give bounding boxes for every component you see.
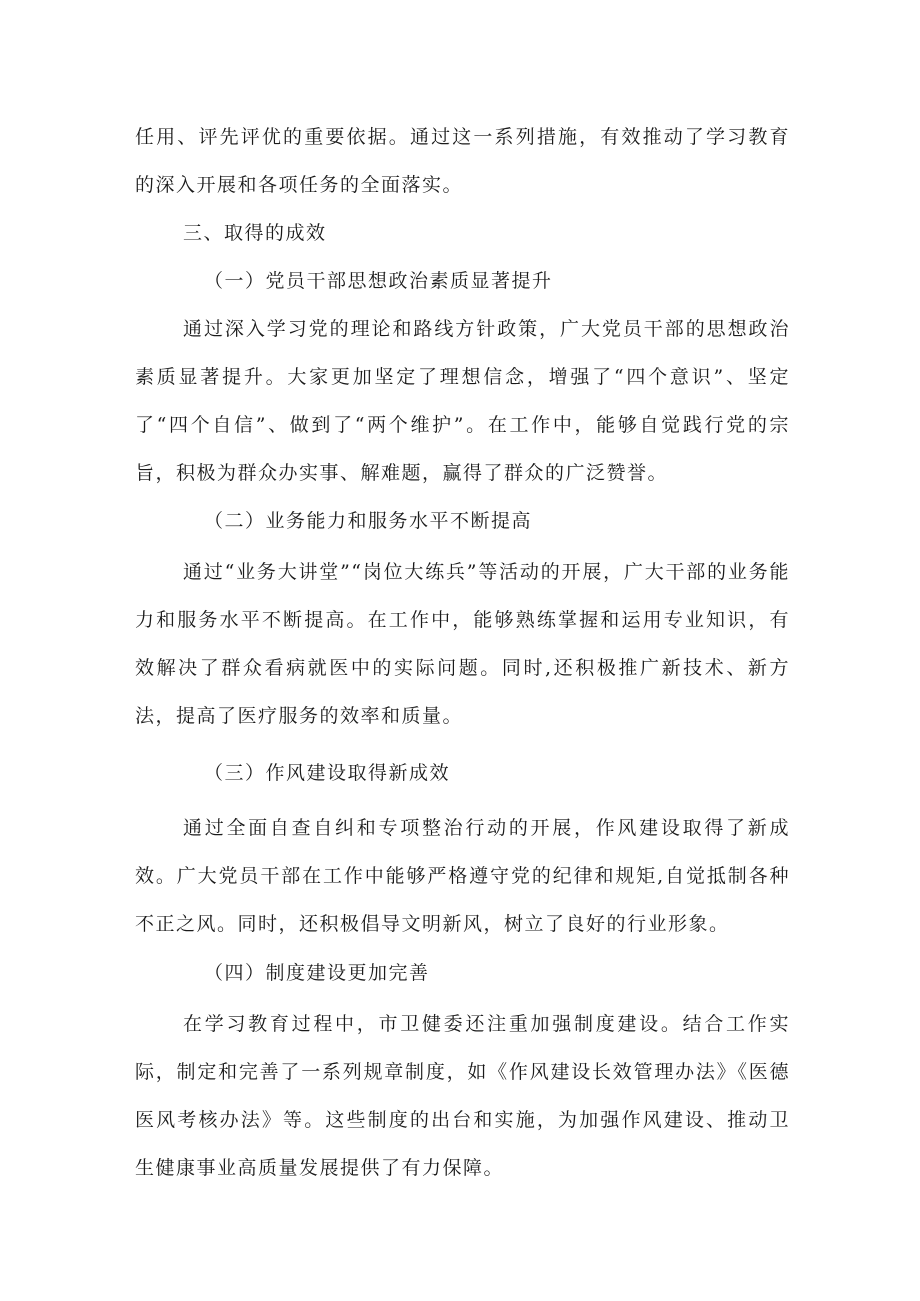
subsection-body-4: 在学习教育过程中，市卫健委还注重加强制度建设。结合工作实际，制定和完善了一系列规章制度，如《作风建设长效管理办法》《医德医风考核办法》等。这些制度的出台和实施，为加强作风建设、推动卫生健康事业高质量发展提供了有力保障。	[135, 1013, 790, 1179]
subsection-heading-3: （三）作风建设取得新成效	[204, 762, 451, 784]
intro-paragraph: 任用、评先评优的重要依据。通过这一系列措施，有效推动了学习教育的深入开展和各项任务的全面落实。	[135, 126, 790, 196]
subsection-body-2: 通过“业务大讲堂”“岗位大练兵”等活动的开展，广大干部的业务能力和服务水平不断提高。在工作中，能够熟练掌握和运用专业知识，有效解决了群众看病就医中的实际问题。同时,还积极推广新技术、新方法，提高了医疗服务的效率和质量。	[135, 561, 790, 727]
subsection-heading-1: （一）党员干部思想政治素质显著提升	[204, 270, 553, 292]
section-title: 三、取得的成效	[183, 222, 327, 244]
subsection-heading-4: （四）制度建设更加完善	[204, 962, 430, 984]
subsection-heading-2: （二）业务能力和服务水平不断提高	[204, 510, 533, 532]
subsection-body-3: 通过全面自查自纠和专项整治行动的开展，作风建设取得了新成效。广大党员干部在工作中能够严格遵守党的纪律和规矩,自觉抵制各种不正之风。同时，还积极倡导文明新风，树立了良好的行业形象。	[135, 817, 790, 935]
subsection-body-1: 通过深入学习党的理论和路线方针政策，广大党员干部的思想政治素质显著提升。大家更加坚定了理想信念，增强了“四个意识”、坚定了“四个自信”、做到了“两个维护”。在工作中，能够自觉践行党的宗旨，积极为群众办实事、解难题，赢得了群众的广泛赞誉。	[135, 318, 790, 484]
